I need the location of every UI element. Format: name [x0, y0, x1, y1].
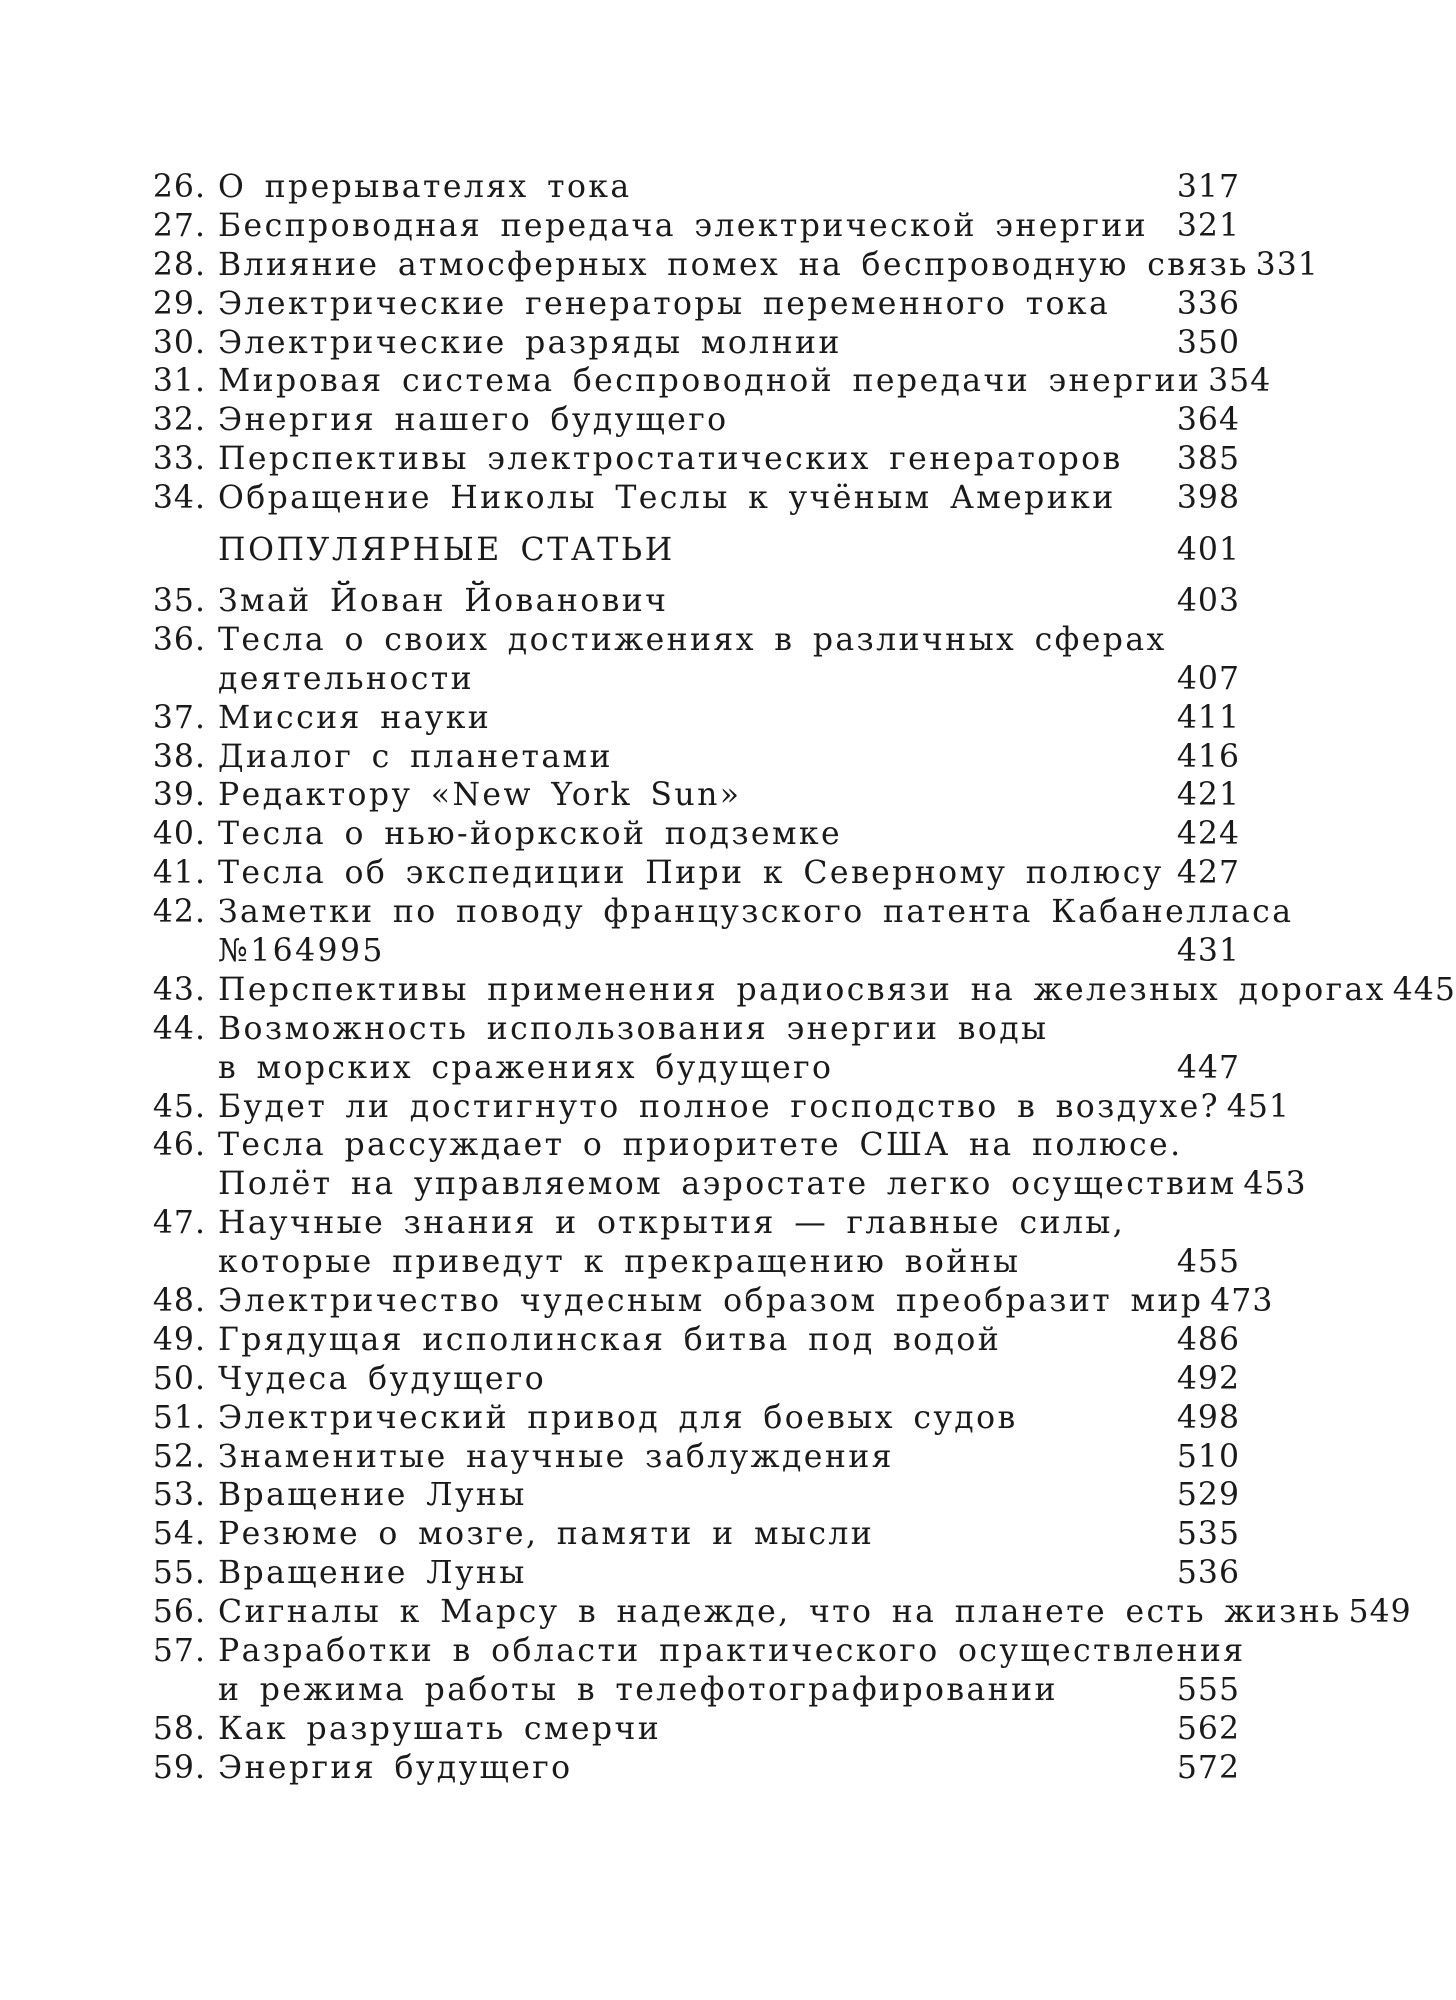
entry-title: Заметки по поводу французского патента Кабанелласа: [218, 894, 1294, 931]
toc-entry: [142, 1477, 1240, 1516]
entry-title: Миссия науки: [218, 699, 492, 736]
entry-number: 31.: [152, 363, 206, 400]
entry-number: 53.: [152, 1477, 206, 1514]
entry-page-number: 424: [1176, 816, 1240, 853]
entry-title: Перспективы электростатических генераторов: [218, 441, 1123, 478]
entry-page-number: 431: [1176, 933, 1240, 970]
entry-title: в морских сражениях будущего: [218, 1049, 834, 1086]
toc-entry: [142, 1749, 1240, 1788]
entry-title: Тесла о своих достижениях в различных сферах: [218, 621, 1167, 658]
entry-page-number: 421: [1176, 777, 1240, 814]
entry-page-number: 536: [1176, 1555, 1240, 1592]
entry-number: 30.: [152, 324, 206, 361]
toc-entry: [142, 1282, 1274, 1321]
entry-page-number: 350: [1176, 324, 1240, 361]
toc-entry: [142, 362, 1272, 401]
toc-entry: [142, 1088, 1290, 1127]
toc-entry: [142, 1515, 1240, 1554]
toc-entry: [142, 1126, 1240, 1165]
entry-page-number: 529: [1176, 1477, 1240, 1514]
entry-title: Перспективы применения радиосвязи на железных дорогах: [218, 971, 1386, 1008]
entry-page-number: 411: [1176, 699, 1240, 736]
entry-title: Резюме о мозге, памяти и мысли: [218, 1516, 875, 1553]
toc-entry: [142, 815, 1240, 854]
entry-page-number: 535: [1176, 1516, 1240, 1553]
toc-entry: [142, 207, 1240, 246]
entry-title: №164995: [218, 933, 385, 970]
section-heading: [142, 518, 1240, 582]
entry-number: 38.: [152, 738, 206, 775]
entry-number: 51.: [152, 1399, 206, 1436]
entry-page-number: 486: [1176, 1321, 1240, 1358]
toc-entry-continuation: [142, 1165, 1307, 1204]
entry-page-number: 317: [1176, 168, 1240, 205]
entry-page-number: 447: [1176, 1049, 1240, 1086]
entry-title: деятельности: [218, 660, 474, 697]
entry-page-number: 445: [1392, 971, 1456, 1008]
entry-title: Тесла об экспедиции Пири к Северному полюсу: [218, 855, 1164, 892]
entry-number: 56.: [152, 1594, 206, 1631]
entry-title: Влияние атмосферных помех на беспроводную связь: [218, 246, 1249, 283]
entry-number: 49.: [152, 1321, 206, 1358]
entry-title: Тесла рассуждает о приоритете США на полюсе.: [218, 1127, 1183, 1164]
entry-number: 36.: [152, 621, 206, 658]
entry-number: 32.: [152, 402, 206, 439]
entry-title: Полёт на управляемом аэростате легко осуществим: [218, 1166, 1237, 1203]
toc-entry: [142, 1438, 1240, 1477]
toc-entry: [142, 285, 1240, 324]
entry-title: Тесла о нью-йоркской подземке: [218, 816, 843, 853]
entry-number: 48.: [152, 1283, 206, 1320]
toc-part-technical: [142, 168, 1319, 518]
toc-entry: [142, 1399, 1240, 1438]
toc-entry: [142, 1632, 1246, 1671]
toc-entry-continuation: [142, 660, 1240, 699]
entry-title: Беспроводная передача электрической энергии: [218, 207, 1149, 244]
entry-page-number: 354: [1208, 363, 1272, 400]
toc-entry: [142, 1204, 1240, 1243]
entry-page-number: 336: [1176, 285, 1240, 322]
entry-page-number: 398: [1176, 480, 1240, 517]
entry-number: 34.: [152, 480, 206, 517]
entry-number: 42.: [152, 894, 206, 931]
toc-entry: [142, 621, 1240, 660]
entry-title: Электрические разряды молнии: [218, 324, 842, 361]
entry-number: 46.: [152, 1127, 206, 1164]
entry-title: Вращение Луны: [218, 1555, 527, 1592]
toc-entry: [142, 971, 1456, 1010]
entry-title: которые приведут к прекращению войны: [218, 1244, 1021, 1281]
entry-title: Знаменитые научные заблуждения: [218, 1438, 894, 1475]
entry-number: 41.: [152, 855, 206, 892]
entry-number: 29.: [152, 285, 206, 322]
toc-entry: [142, 582, 1240, 621]
entry-title: Чудеса будущего: [218, 1360, 547, 1397]
entry-title: Змай Йован Йованович: [218, 583, 669, 619]
entry-page-number: 403: [1176, 583, 1240, 619]
toc-part-popular: [142, 582, 1456, 1788]
entry-page-number: 331: [1255, 246, 1319, 283]
entry-number: 37.: [152, 699, 206, 736]
entry-title: Будет ли достигнуто полное господство в воздухе?: [218, 1088, 1220, 1125]
entry-title: и режима работы в телефотографировании: [218, 1671, 1058, 1708]
entry-page-number: 321: [1176, 207, 1240, 244]
entry-title: Разработки в области практического осуществления: [218, 1633, 1246, 1670]
toc-entry: [142, 479, 1240, 518]
entry-number: 26.: [152, 168, 206, 205]
entry-number: 39.: [152, 777, 206, 814]
entry-page-number: 416: [1176, 738, 1240, 775]
entry-number: 47.: [152, 1205, 206, 1242]
entry-number: 33.: [152, 441, 206, 478]
toc-entry: [142, 324, 1240, 363]
entry-number: 35.: [152, 583, 206, 619]
entry-number: 40.: [152, 816, 206, 853]
entry-title: Обращение Николы Теслы к учёным Америки: [218, 480, 1116, 517]
toc-entry: [142, 854, 1240, 893]
entry-title: Электрические генераторы переменного тока: [218, 285, 1111, 322]
entry-title: Редактору «New York Sun»: [218, 777, 742, 814]
entry-title: Мировая система беспроводной передачи энергии: [218, 363, 1202, 400]
entry-title: Электричество чудесным образом преобразит мир: [218, 1283, 1204, 1320]
toc-entry: [142, 401, 1240, 440]
entry-number: 59.: [152, 1749, 206, 1786]
entry-title: Как разрушать смерчи: [218, 1710, 662, 1747]
entry-title: Грядущая исполинская битва под водой: [218, 1321, 1002, 1358]
entry-number: 58.: [152, 1710, 206, 1747]
entry-page-number: 572: [1176, 1749, 1240, 1786]
entry-title: О прерывателях тока: [218, 168, 632, 205]
entry-title: Диалог с планетами: [218, 738, 613, 775]
toc-entry: [142, 1360, 1240, 1399]
toc-entry-continuation: [142, 1049, 1240, 1088]
entry-title: Возможность использования энергии воды: [218, 1010, 1049, 1047]
entry-page-number: 510: [1176, 1438, 1240, 1475]
toc-entry: [142, 1554, 1240, 1593]
toc-entry-continuation: [142, 1243, 1240, 1282]
toc-entry: [142, 246, 1319, 285]
toc-entry: [142, 1593, 1412, 1632]
entry-page-number: 453: [1243, 1166, 1307, 1203]
entry-number: 45.: [152, 1088, 206, 1125]
toc-entry: [142, 776, 1240, 815]
toc-entry: [142, 1321, 1240, 1360]
entry-title: Электрический привод для боевых судов: [218, 1399, 1018, 1436]
entry-page-number: 455: [1176, 1244, 1240, 1281]
entry-number: 28.: [152, 246, 206, 283]
entry-title: Научные знания и открытия — главные силы,: [218, 1205, 1126, 1242]
toc-entry-continuation: [142, 1671, 1240, 1710]
entry-page-number: 492: [1176, 1360, 1240, 1397]
entry-number: 27.: [152, 207, 206, 244]
entry-page-number: 364: [1176, 402, 1240, 439]
toc-entry-continuation: [142, 932, 1240, 971]
toc-entry: [142, 440, 1240, 479]
entry-number: 55.: [152, 1555, 206, 1592]
entry-title: Энергия будущего: [218, 1749, 573, 1786]
section-title: ПОПУЛЯРНЫЕ СТАТЬИ: [218, 532, 675, 569]
entry-title: Сигналы к Марсу в надежде, что на планете есть жизнь: [218, 1594, 1342, 1631]
section-page-number: 401: [1176, 532, 1240, 569]
entry-page-number: 473: [1210, 1283, 1274, 1320]
entry-page-number: 555: [1176, 1671, 1240, 1708]
entry-page-number: 451: [1226, 1088, 1290, 1125]
entry-page-number: 562: [1176, 1710, 1240, 1747]
entry-title: Энергия нашего будущего: [218, 402, 729, 439]
entry-page-number: 385: [1176, 441, 1240, 478]
toc-entry: [142, 1010, 1240, 1049]
entry-number: 52.: [152, 1438, 206, 1475]
toc-entry: [142, 699, 1240, 738]
table-of-contents: [142, 168, 1456, 1788]
entry-number: 44.: [152, 1010, 206, 1047]
entry-title: Вращение Луны: [218, 1477, 527, 1514]
entry-number: 50.: [152, 1360, 206, 1397]
toc-entry: [142, 168, 1240, 207]
entry-number: 43.: [152, 971, 206, 1008]
toc-entry: [142, 738, 1240, 777]
entry-number: 54.: [152, 1516, 206, 1553]
entry-page-number: 427: [1176, 855, 1240, 892]
entry-page-number: 407: [1176, 660, 1240, 697]
entry-page-number: 498: [1176, 1399, 1240, 1436]
toc-entry: [142, 1710, 1240, 1749]
entry-page-number: 549: [1348, 1594, 1412, 1631]
entry-number: 57.: [152, 1633, 206, 1670]
toc-entry: [142, 893, 1294, 932]
